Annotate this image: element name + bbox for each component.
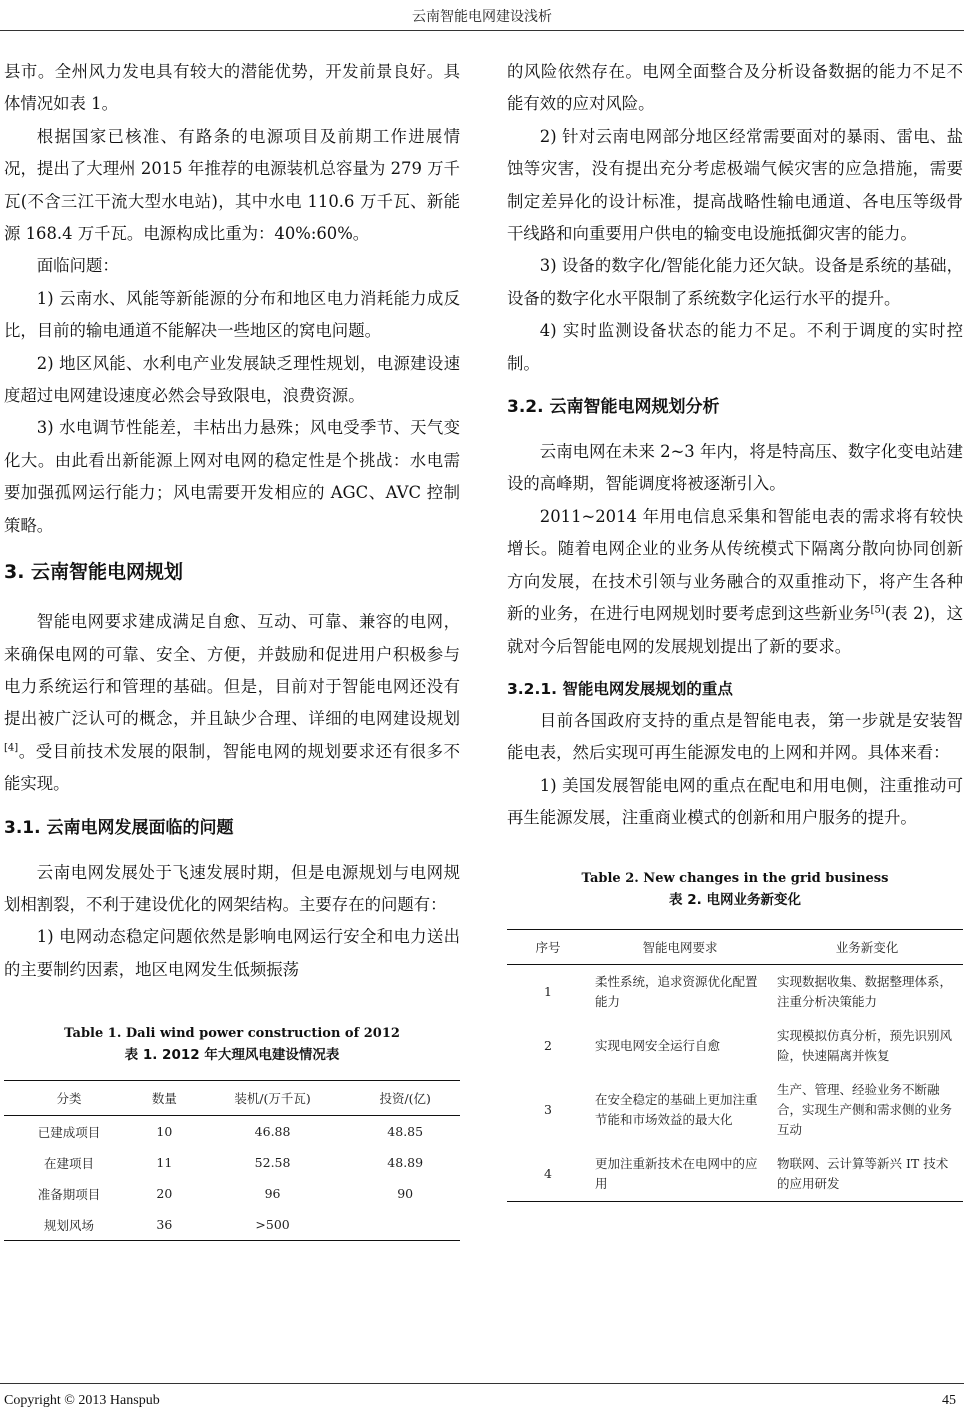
- table-row: [507, 1073, 963, 1147]
- table-cell: 实现电网安全运行自愈: [595, 1037, 721, 1053]
- table-2-caption-en: Table 2. New changes in the grid business: [581, 870, 889, 886]
- copyright-notice: Copyright © 2013 Hanspub: [4, 1393, 160, 1408]
- table-cell: >500: [195, 1209, 351, 1241]
- table-header-cell: 分类: [4, 1081, 134, 1116]
- page-number: 45: [942, 1393, 956, 1408]
- table-header-cell: 投资/(亿): [350, 1081, 460, 1116]
- table-2-caption-cn: 表 2. 电网业务新变化: [669, 891, 801, 908]
- table-cell: 已建成项目: [37, 1124, 101, 1140]
- table-header-cell: 序号: [507, 929, 589, 964]
- table-cell: 物联网、云计算等新兴 IT 技术的应用研发: [771, 1147, 963, 1202]
- table-2-grid: [507, 929, 963, 1202]
- table-cell: 48.85: [387, 1124, 424, 1140]
- footer-rule: [0, 1383, 964, 1384]
- table-row: [507, 1019, 963, 1073]
- table-1-grid: [4, 1080, 460, 1241]
- paragraph: 1) 云南水、风能等新能源的分布和地区电力消耗能力成反比，目前的输电通道不能解决一些地区的窝电问题。: [4, 288, 460, 341]
- paragraph: 2011~2014 年用电信息采集和智能电表的需求将有较快增长。随着电网企业的业务从传统模式下隔离分散向协同创新方向发展，在技术引领与业务融合的双重推动下，将产生各种新的业务，在进行电网规划时要考虑到这些新业务[5](表 2)，这就对今后智能电网的发展规划提出了新的要求。: [507, 506, 963, 656]
- citation-ref[interactable]: [4]: [4, 742, 19, 754]
- table-cell: 2: [544, 1037, 552, 1053]
- table-row: [507, 1147, 963, 1202]
- table-1-caption: [4, 1024, 460, 1066]
- table-cell: 在建项目: [43, 1155, 94, 1171]
- table-row: [4, 1209, 460, 1241]
- section-heading-3-2: 3.2. 云南智能电网规划分析: [507, 397, 720, 418]
- table-2-caption: [507, 869, 963, 911]
- table-cell: 90: [397, 1186, 414, 1202]
- citation-ref[interactable]: [5]: [870, 604, 885, 616]
- table-1: [4, 1024, 460, 1241]
- paragraph: 1) 美国发展智能电网的重点在配电和用电侧，注重推动可再生能源发展，注重商业模式的创新和用户服务的提升。: [507, 775, 963, 828]
- table-2: [507, 869, 963, 1202]
- table-cell: 实现数据收集、数据整理体系，注重分析决策能力: [777, 973, 953, 1009]
- table-header-cell: 智能电网要求: [589, 929, 771, 964]
- table-cell: 96: [264, 1186, 281, 1202]
- table-header-row: [507, 929, 963, 964]
- table-cell: 20: [156, 1186, 173, 1202]
- table-cell: 实现模拟仿真分析，预先识别风险，快速隔离并恢复: [777, 1027, 953, 1063]
- running-header: 云南智能电网建设浅析: [412, 9, 552, 25]
- table-row: [4, 1147, 460, 1178]
- paragraph: 智能电网要求建成满足自愈、互动、可靠、兼容的电网，来确保电网的可靠、安全、方便，并鼓励和促进用户积极参与电力系统运行和管理的基础。但是，目前对于智能电网还没有提出被广泛认可的概念，并且缺少合理、详细的电网建设规划[4]。受目前技术发展的限制，智能电网的规划要求还有很多不能实现。: [4, 612, 460, 794]
- table-1-caption-en: Table 1. Dali wind power construction of 2012: [64, 1026, 400, 1042]
- section-heading-3-1: 3.1. 云南电网发展面临的问题: [4, 817, 234, 838]
- table-row: [4, 1116, 460, 1148]
- paragraph: 2) 地区风能、水利电产业发展缺乏理性规划，电源建设速度超过电网建设速度必然会导致限电，浪费资源。: [4, 353, 460, 406]
- paragraph: 3) 设备的数字化/智能化能力还欠缺。设备是系统的基础，设备的数字化水平限制了系统数字化运行水平的提升。: [507, 256, 963, 308]
- paragraph: 4) 实时监测设备状态的能力不足。不利于调度的实时控制。: [507, 321, 963, 373]
- table-row: [507, 964, 963, 1019]
- paragraph: 2) 针对云南电网部分地区经常需要面对的暴雨、雷电、盐蚀等灾害，没有提出充分考虑极端气候灾害的应急措施，需要制定差异化的设计标准，提高战略性输电通道、各电压等级骨干线路和向重要用户供电的输变电设施抵御灾害的能力。: [507, 126, 963, 244]
- paragraph: 3) 水电调节性能差，丰枯出力悬殊；风电受季节、天气变化大。由此看出新能源上网对电网的稳定性是个挑战：水电需要加强孤网运行能力；风电需要开发相应的 AGC、AVC 控制策略。: [4, 418, 460, 535]
- table-header-cell: 数量: [134, 1081, 195, 1116]
- paragraph: 根据国家已核准、有路条的电源项目及前期工作进展情况，提出了大理州 2015 年推荐的电源装机总容量为 279 万千瓦(不含三江干流大型水电站)，其中水电 110.6 万千瓦、新能源 168.4 万千瓦。电源构成比重为：40%:60%。: [4, 126, 460, 244]
- table-cell: 46.88: [254, 1124, 291, 1140]
- paragraph: 目前各国政府支持的重点是智能电表，第一步就是安装智能电表，然后实现可再生能源发电的上网和并网。具体来看：: [507, 710, 963, 763]
- table-header-cell: 装机/(万千瓦): [195, 1081, 351, 1116]
- table-cell: [350, 1209, 460, 1241]
- paragraph: 云南电网在未来 2~3 年内，将是特高压、数字化变电站建设的高峰期，智能调度将被逐渐引入。: [507, 442, 963, 494]
- left-column: [4, 56, 460, 1241]
- table-header-row: [4, 1081, 460, 1116]
- paragraph: 的风险依然存在。电网全面整合及分析设备数据的能力不足不能有效的应对风险。: [507, 62, 963, 114]
- table-cell: 规划风场: [4, 1209, 134, 1241]
- table-cell: 更加注重新技术在电网中的应用: [589, 1147, 771, 1202]
- section-heading-3: 3. 云南智能电网规划: [4, 561, 184, 584]
- table-1-caption-cn: 表 1. 2012 年大理风电建设情况表: [124, 1047, 340, 1064]
- paragraph: 1) 电网动态稳定问题依然是影响电网运行安全和电力送出的主要制约因素，地区电网发生低频振荡: [4, 927, 460, 979]
- table-cell: 10: [156, 1124, 173, 1140]
- table-cell: 36: [134, 1209, 195, 1241]
- table-cell: 52.58: [254, 1155, 291, 1171]
- table-cell: 柔性系统，追求资源优化配置能力: [595, 973, 758, 1009]
- table-cell: 3: [544, 1101, 552, 1117]
- table-row: [4, 1178, 460, 1209]
- table-cell: 准备期项目: [37, 1186, 101, 1202]
- paragraph: 县市。全州风力发电具有较大的潜能优势，开发前景良好。具体情况如表 1。: [4, 62, 460, 114]
- table-cell: 4: [507, 1147, 589, 1202]
- table-cell: 1: [544, 983, 552, 999]
- header-rule: [0, 30, 964, 31]
- table-cell: 48.89: [387, 1155, 424, 1171]
- table-header-cell: 业务新变化: [771, 929, 963, 964]
- table-cell: 11: [156, 1155, 173, 1171]
- paragraph: 云南电网发展处于飞速发展时期，但是电源规划与电网规划相割裂，不利于建设优化的网架结构。主要存在的问题有：: [4, 862, 460, 914]
- table-cell: 在安全稳定的基础上更加注重节能和市场效益的最大化: [595, 1091, 758, 1127]
- section-heading-3-2-1: 3.2.1. 智能电网发展规划的重点: [507, 679, 733, 698]
- table-cell: 生产、管理、经验业务不断融合，实现生产侧和需求侧的业务互动: [777, 1081, 953, 1137]
- right-column: [507, 56, 963, 1202]
- paragraph: 面临问题：: [36, 256, 119, 276]
